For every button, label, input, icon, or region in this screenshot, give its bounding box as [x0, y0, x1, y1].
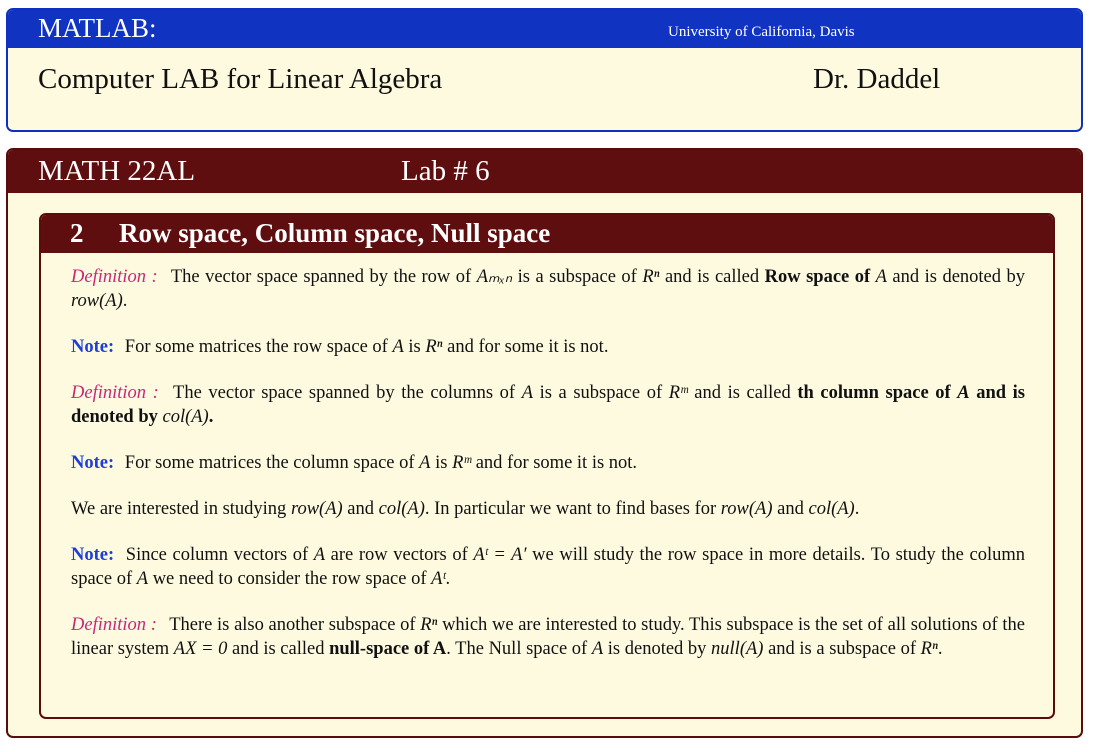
- text: is a subspace of: [512, 267, 643, 287]
- text: For some matrices the row space of: [124, 337, 393, 357]
- note-label: Note:: [71, 337, 115, 357]
- bold-term: Row space of: [764, 267, 871, 287]
- text: and is called: [687, 383, 798, 403]
- text: Since column vectors of: [125, 545, 314, 565]
- math: Rⁿ: [425, 337, 443, 357]
- note-label: Note:: [71, 453, 115, 473]
- math: A: [591, 639, 604, 659]
- text: is a subspace of: [533, 383, 669, 403]
- math: row(A): [71, 291, 123, 311]
- lab-box: [6, 148, 1083, 738]
- math: A: [521, 383, 533, 403]
- math: A: [875, 267, 887, 287]
- definition-null-space: [71, 613, 1025, 661]
- course-name: MATH 22AL: [38, 155, 196, 187]
- text: is: [403, 337, 426, 357]
- bold-term: and is denoted by: [71, 383, 1025, 427]
- math: A: [419, 453, 431, 473]
- text: is: [430, 453, 453, 473]
- lab-number: Lab # 6: [401, 155, 490, 187]
- text: and: [342, 499, 379, 519]
- math: A: [957, 383, 970, 403]
- text: and is a subspace of: [763, 639, 921, 659]
- bold-term: .: [208, 407, 214, 427]
- text: We are interested in studying: [71, 499, 291, 519]
- note-column-space: [71, 451, 1025, 475]
- section-box: [39, 213, 1055, 719]
- math: Aᵗ: [431, 569, 446, 589]
- definition-label: Definition :: [71, 383, 159, 403]
- math: null(A): [711, 639, 764, 659]
- university-name: University of California, Davis: [668, 24, 855, 40]
- note-label: Note:: [71, 545, 115, 565]
- text: are row vectors of: [325, 545, 474, 565]
- text: . The Null space of: [446, 639, 592, 659]
- bold-term: null-space of A: [329, 639, 447, 659]
- math: Rⁿ: [420, 615, 438, 635]
- math: A: [392, 337, 404, 357]
- math: Rᵐ: [668, 383, 688, 403]
- text: and is called: [659, 267, 765, 287]
- math: col(A): [378, 499, 425, 519]
- text: The vector space spanned by the columns of: [173, 383, 522, 403]
- definition-label: Definition :: [71, 615, 157, 635]
- text: .: [937, 639, 943, 659]
- math: Rᵐ: [452, 453, 472, 473]
- note-row-space: [71, 335, 1025, 359]
- math: row(A): [290, 499, 343, 519]
- math: AX = 0: [173, 639, 228, 659]
- text: and is called: [227, 639, 330, 659]
- author-name: Dr. Daddel: [813, 63, 941, 95]
- definition-column-space: [71, 381, 1025, 429]
- interest-paragraph: [71, 497, 1025, 521]
- math: A: [136, 569, 149, 589]
- definition-row-space: [71, 265, 1025, 313]
- definition-label: Definition :: [71, 267, 158, 287]
- text: which we are interested to study. This subspace is the set of all solutions of the linear system: [71, 615, 1025, 659]
- course-header-box: [6, 8, 1083, 132]
- text: and: [772, 499, 809, 519]
- math: col(A): [162, 407, 209, 427]
- note-transpose: [71, 543, 1025, 591]
- math: row(A): [720, 499, 773, 519]
- section-number: 2: [70, 218, 84, 248]
- math: Rⁿ: [642, 267, 660, 287]
- text: is denoted by: [603, 639, 712, 659]
- text: and for some it is not.: [442, 337, 609, 357]
- math: Rⁿ: [920, 639, 938, 659]
- section-title: Row space, Column space, Null space: [119, 218, 551, 248]
- text: . In particular we want to find bases for: [424, 499, 721, 519]
- bold-term: th column space of: [797, 383, 958, 403]
- text: we will study the row space in more details. To study the column space of: [71, 545, 1026, 589]
- course-header-bar: [8, 10, 1081, 48]
- section-content: [71, 265, 1025, 683]
- text: .: [445, 569, 451, 589]
- math: Aₘₓₙ: [476, 267, 513, 287]
- lab-header-bar: [8, 150, 1081, 193]
- text: The vector space spanned by the row of: [170, 267, 477, 287]
- text: For some matrices the column space of: [124, 453, 420, 473]
- text: and for some it is not.: [471, 453, 638, 473]
- math: A: [313, 545, 326, 565]
- header-title: MATLAB:: [38, 13, 157, 43]
- text: we need to consider the row space of: [148, 569, 432, 589]
- header-subtitle: Computer LAB for Linear Algebra: [38, 63, 443, 95]
- text: and is denoted by: [886, 267, 1025, 287]
- math: col(A): [808, 499, 855, 519]
- math: Aᵗ = A′: [473, 545, 527, 565]
- text: There is also another subspace of: [169, 615, 421, 635]
- section-header: [41, 215, 1053, 253]
- text: .: [122, 291, 128, 311]
- text: .: [854, 499, 860, 519]
